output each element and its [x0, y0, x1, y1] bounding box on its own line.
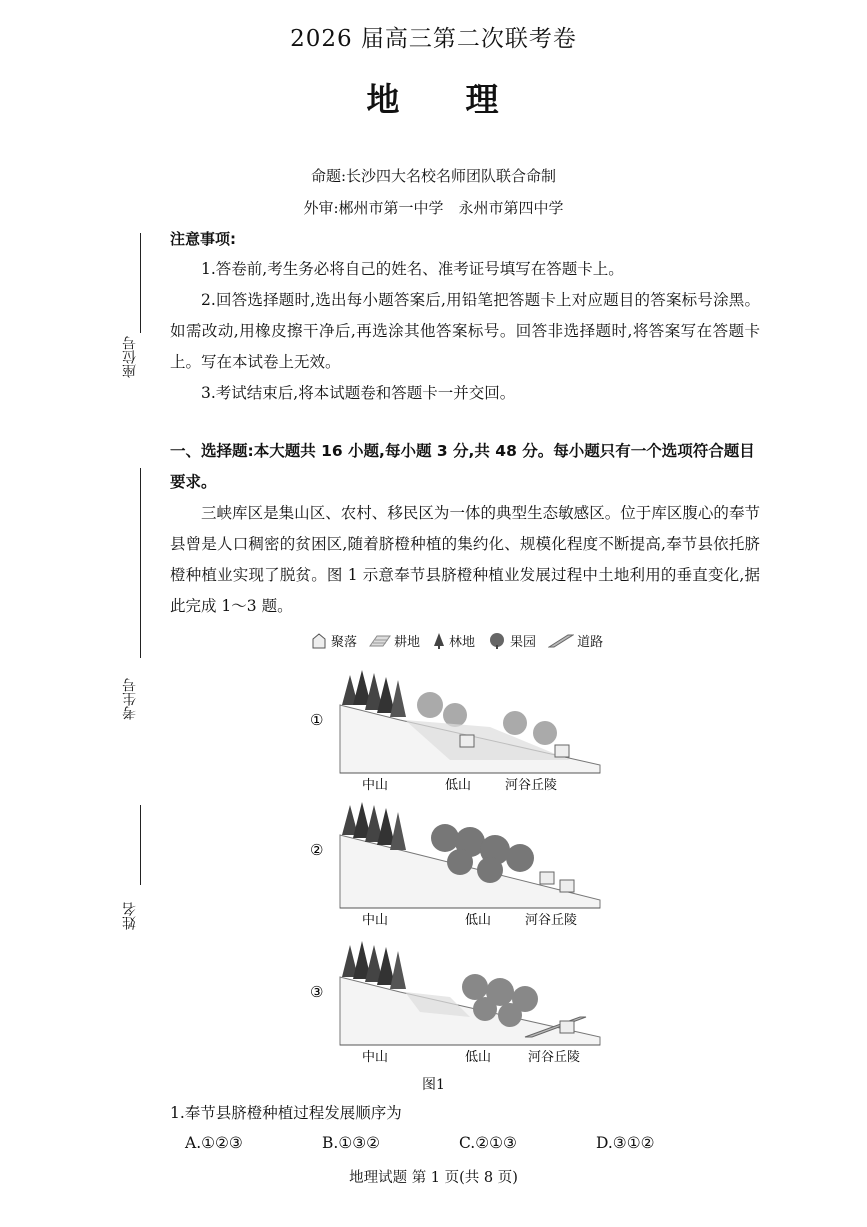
- panel-1-drawing: [310, 665, 610, 795]
- option-a[interactable]: A.①②③: [185, 1134, 243, 1152]
- panel-1: [310, 665, 610, 795]
- orchard-icon: [487, 632, 507, 650]
- road-icon: [548, 632, 574, 650]
- subject-char-2: 理: [465, 80, 501, 119]
- candidate-label: 考生号: [122, 678, 138, 720]
- note-3: 3.考试结束后,将本试题卷和答题卡一并交回。: [201, 384, 516, 402]
- legend-label: 果园: [510, 635, 537, 650]
- seat-label: 座位号: [122, 336, 138, 378]
- figure-legend: [310, 631, 650, 650]
- legend-label: 聚落: [331, 635, 358, 650]
- panel-2: [310, 800, 610, 930]
- forest-icon: [432, 632, 446, 650]
- zone-label: 中山: [362, 913, 389, 928]
- zone-label: 低山: [465, 1050, 492, 1065]
- legend-settlement: [310, 631, 357, 650]
- notes-title: 注意事项:: [170, 230, 236, 248]
- option-c[interactable]: C.②①③: [459, 1134, 517, 1152]
- panel-marker: ②: [310, 841, 324, 859]
- zone-label: 低山: [445, 778, 472, 793]
- legend-label: 林地: [449, 635, 476, 650]
- name-label: 姓名: [122, 902, 138, 930]
- candidate-line: [140, 468, 141, 658]
- legend-road: [548, 631, 603, 650]
- option-d[interactable]: D.③①②: [596, 1134, 655, 1152]
- section-heading: 一、选择题:本大题共 16 小题,每小题 3 分,共 48 分。每小题只有一个选项符合题目要求。: [170, 442, 755, 491]
- zone-label: 河谷丘陵: [525, 913, 578, 928]
- zone-label: 河谷丘陵: [505, 778, 558, 793]
- legend-label: 耕地: [394, 635, 421, 650]
- question-1-stem: 1.奉节县脐橙种植过程发展顺序为: [170, 1104, 402, 1122]
- page-footer: 地理试题 第 1 页(共 8 页): [349, 1170, 518, 1186]
- zone-label: 河谷丘陵: [528, 1050, 581, 1065]
- credit-author: 命题:长沙四大名校名师团队联合命制: [310, 167, 557, 185]
- subject-char-1: 地: [366, 80, 402, 119]
- panel-3: [310, 937, 610, 1067]
- panel-marker: ①: [310, 711, 324, 729]
- legend-forest: [432, 631, 475, 650]
- panel-3-drawing: [310, 937, 610, 1067]
- note-1: 1.答卷前,考生务必将自己的姓名、准考证号填写在答题卡上。: [201, 260, 624, 278]
- settlement-icon: [310, 632, 328, 650]
- question-1-options: [185, 1134, 745, 1152]
- credit-review: 外审:郴州市第一中学 永州市第四中学: [303, 199, 564, 217]
- farmland-icon: [369, 632, 391, 650]
- legend-label: 道路: [577, 635, 604, 650]
- exam-title: 2026 届高三第二次联考卷: [290, 26, 577, 52]
- settlement-icon: [560, 1021, 574, 1033]
- zone-label: 低山: [465, 913, 492, 928]
- legend-farmland: [369, 631, 420, 650]
- option-b[interactable]: B.①③②: [322, 1134, 381, 1152]
- panel-marker: ③: [310, 983, 324, 1001]
- name-line: [140, 805, 141, 885]
- legend-orchard: [487, 631, 536, 650]
- zone-label: 中山: [362, 1050, 389, 1065]
- note-2: 2.回答选择题时,选出每小题答案后,用铅笔把答题卡上对应题目的答案标号涂黑。如需改动,用橡皮擦干净后,再选涂其他答案标号。回答非选择题时,将答案写在答题卡上。写在本试卷上无效。: [170, 291, 760, 371]
- passage: 三峡库区是集山区、农村、移民区为一体的典型生态敏感区。位于库区腹心的奉节县曾是人口稠密的贫困区,随着脐橙种植的集约化、规模化程度不断提高,奉节县依托脐橙种植业实现了脱贫。图 1 示意奉节县脐橙种植业发展过程中土地利用的垂直变化,据此完成 1～3 题。: [170, 504, 760, 615]
- zone-label: 中山: [362, 778, 389, 793]
- panel-2-drawing: [310, 800, 610, 930]
- figure-caption: 图1: [422, 1077, 445, 1093]
- subject-title: [0, 74, 867, 121]
